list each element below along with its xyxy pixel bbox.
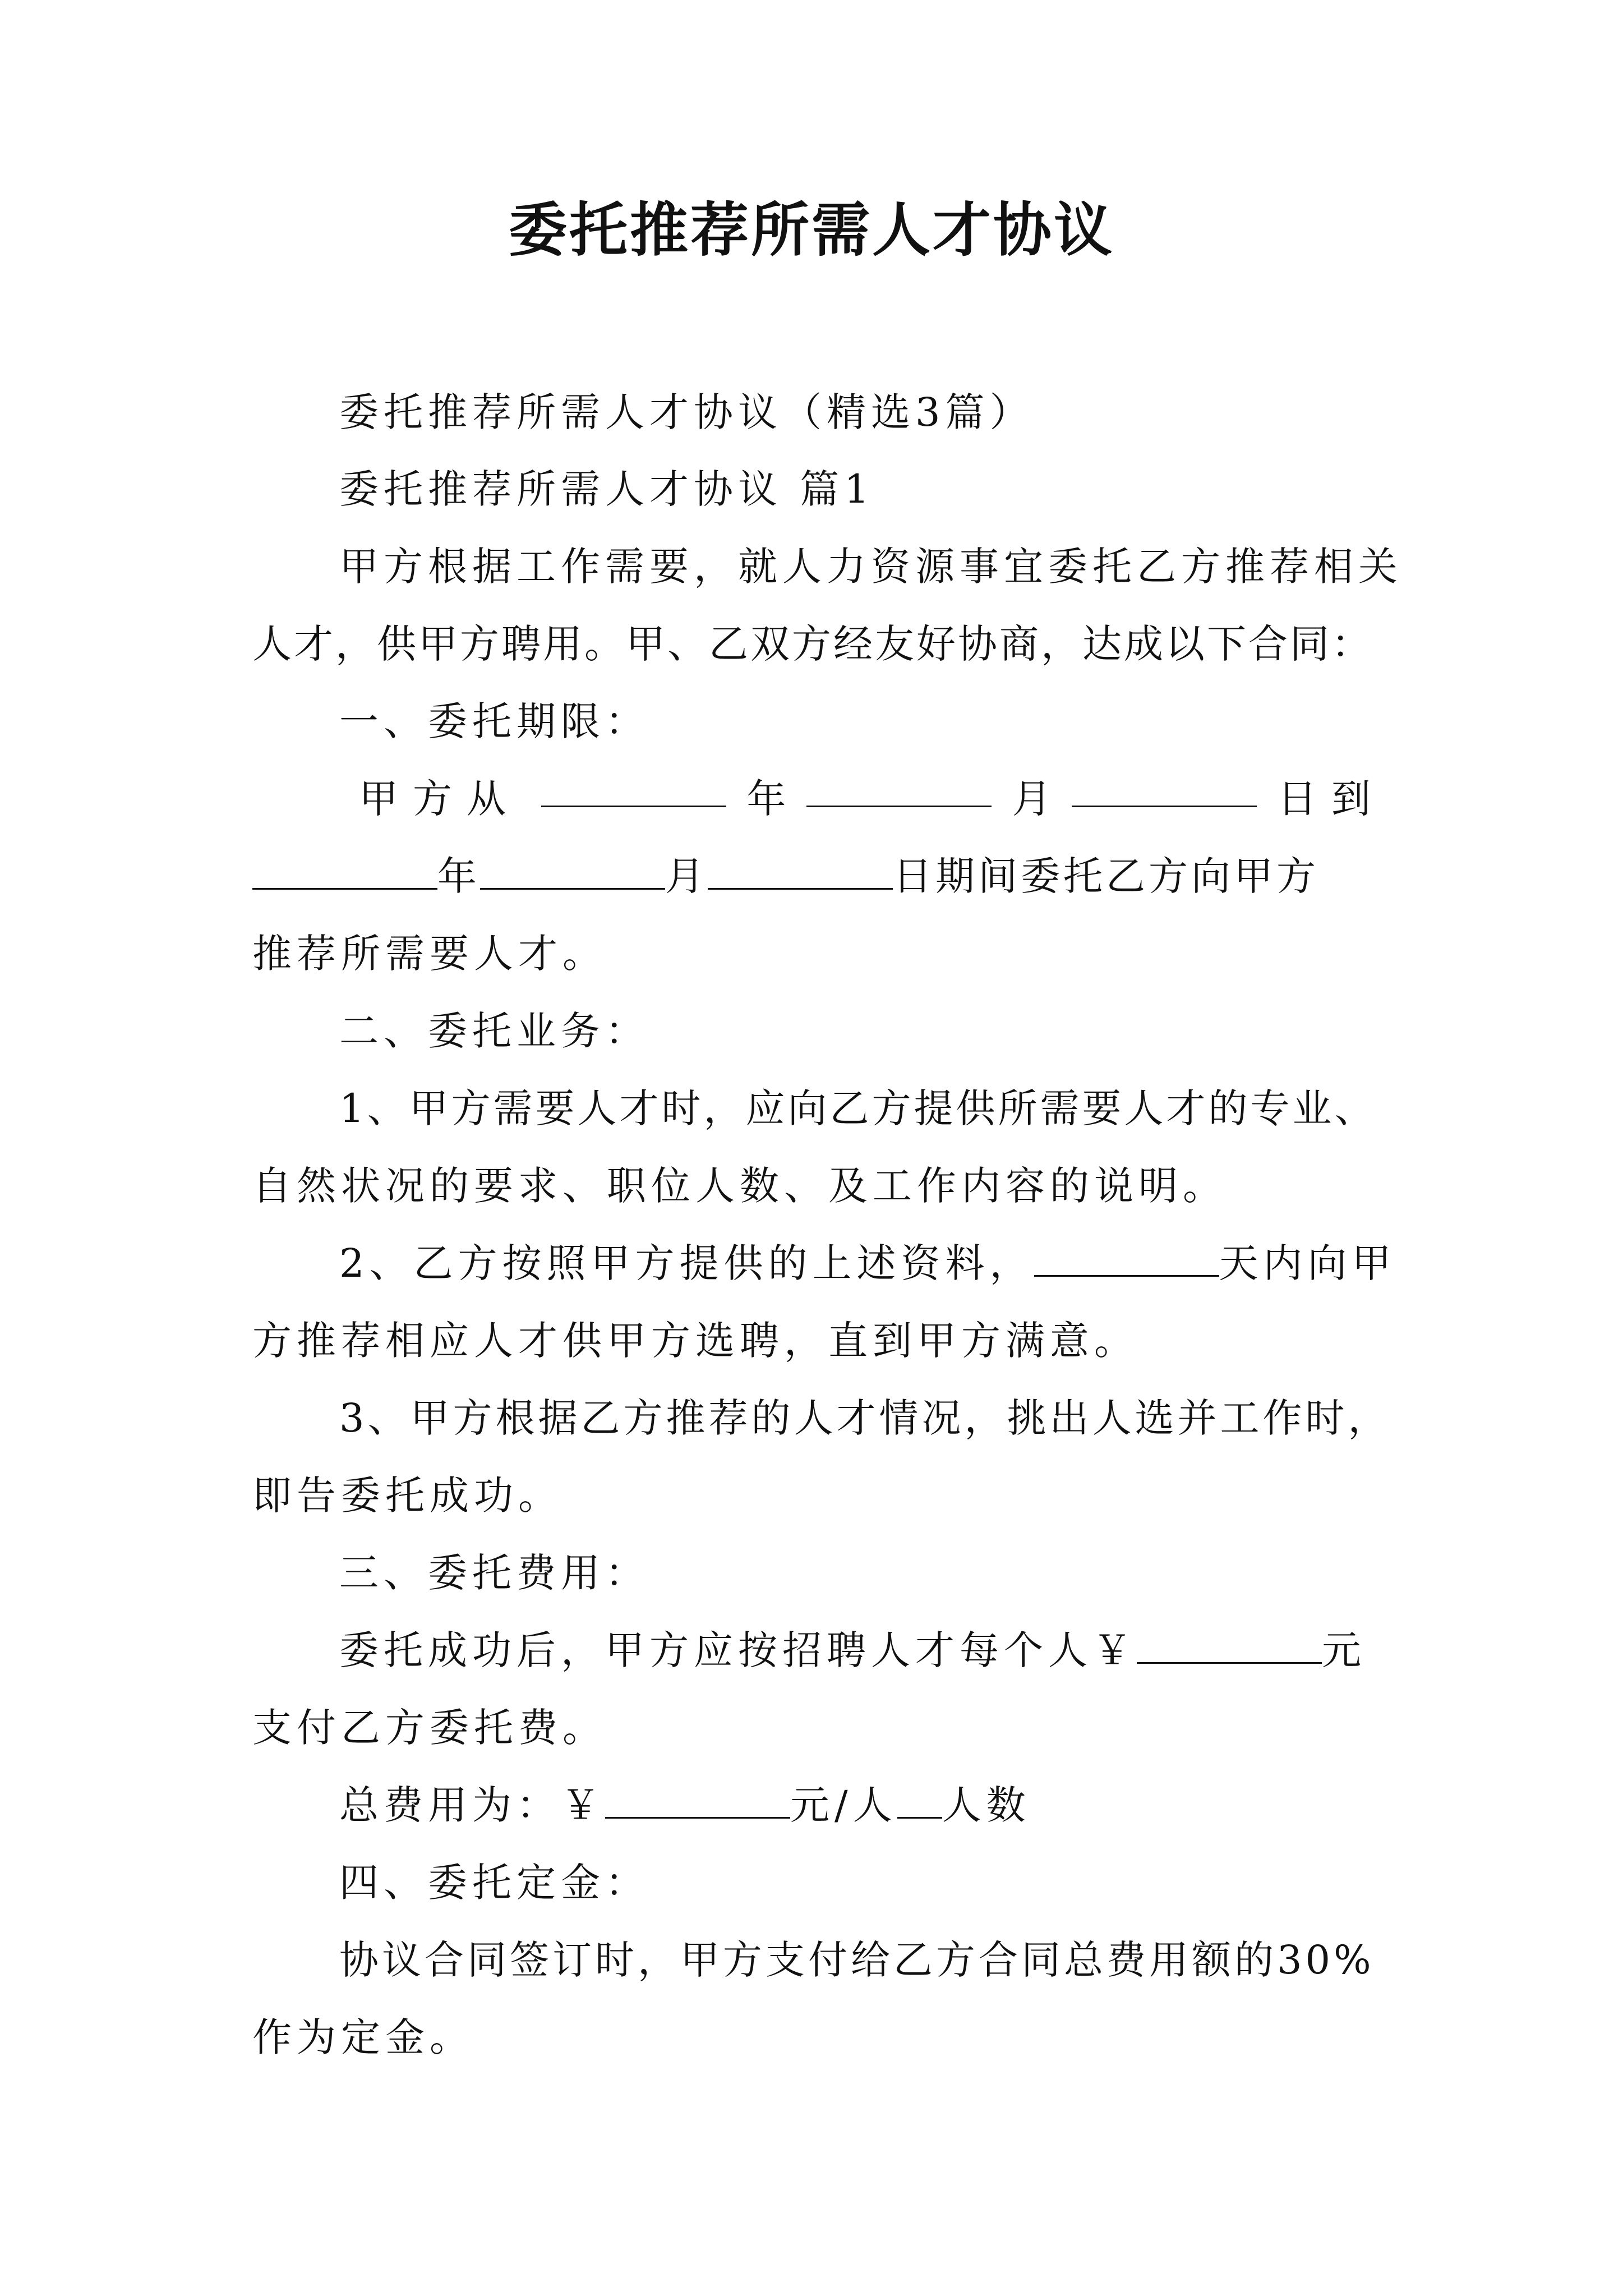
- section4-heading: 四、委托定金：: [339, 1860, 649, 1906]
- section4-line-2: 作为定金。: [252, 2014, 474, 2060]
- end-year-blank: [252, 853, 437, 890]
- fee-text: 委托成功后，甲方应按招聘人才每个人￥: [339, 1627, 1137, 1673]
- start-month-blank: [806, 771, 992, 807]
- section1-heading: 一、委托期限：: [339, 698, 649, 744]
- start-day-label: 日到: [1277, 776, 1385, 822]
- section2-heading: 二、委托业务：: [339, 1008, 649, 1054]
- section2-item2-line-2: 方推荐相应人才供甲方选聘，直到甲方满意。: [252, 1318, 1138, 1364]
- total-amount-blank: [605, 1782, 790, 1819]
- section3-fee-line-2: 支付乙方委托费。: [252, 1705, 607, 1751]
- days-blank: [1034, 1240, 1219, 1277]
- item2-text-after-blank: 天内向甲: [1219, 1240, 1396, 1286]
- intro-line-2: 人才，供甲方聘用。甲、乙双方经友好协商，达成以下合同：: [252, 621, 1373, 667]
- section3-heading: 三、委托费用：: [339, 1550, 649, 1596]
- section4-line-1: 协议合同签订时，甲方支付给乙方合同总费用额的30%: [339, 1937, 1375, 1983]
- start-month-label: 月: [1012, 776, 1052, 822]
- end-month-blank: [480, 853, 665, 890]
- document-title: 委托推荐所需人才协议: [508, 195, 1114, 264]
- section2-item3-line-1: 3、甲方根据乙方推荐的人才情况，挑出人选并工作时，: [339, 1395, 1391, 1441]
- end-month-label: 月: [665, 853, 708, 899]
- section2-item3-line-2: 即告委托成功。: [252, 1473, 562, 1519]
- period-from-label: 甲方从: [359, 776, 520, 822]
- end-year-label: 年: [437, 853, 480, 899]
- total-headcount-label: 人数: [942, 1782, 1031, 1828]
- start-year-label: 年: [746, 776, 786, 822]
- section1-period-line-2: [252, 848, 1385, 904]
- section3-total-line: [339, 1777, 1385, 1833]
- section2-item1-line-2: 自然状况的要求、职位人数、及工作内容的说明。: [252, 1163, 1227, 1209]
- fee-unit: 元: [1322, 1627, 1366, 1673]
- end-day-blank: [708, 853, 893, 890]
- item2-text-before-blank: 2、乙方按照甲方提供的上述资料，: [339, 1240, 1034, 1286]
- section3-fee-line-1: [339, 1622, 1385, 1678]
- document-subtitle: 委托推荐所需人才协议（精选3篇）: [339, 389, 1034, 435]
- section1-period-line-1: [359, 771, 1385, 827]
- part-heading: 委托推荐所需人才协议 篇1: [339, 466, 874, 512]
- intro-line-1: 甲方根据工作需要，就人力资源事宜委托乙方推荐相关: [339, 544, 1403, 590]
- fee-amount-blank: [1137, 1627, 1322, 1664]
- end-day-label: 日期间委托乙方向甲方: [893, 853, 1319, 899]
- section2-item2-line-1: [339, 1235, 1396, 1291]
- section2-item1-line-1: 1、甲方需要人才时，应向乙方提供所需要人才的专业、: [339, 1085, 1377, 1131]
- total-per-person: 元/人: [790, 1782, 897, 1828]
- section1-period-line-3: 推荐所需要人才。: [252, 931, 607, 977]
- total-text: 总费用为：￥: [339, 1782, 605, 1828]
- start-day-blank: [1072, 771, 1257, 807]
- headcount-blank: [897, 1782, 942, 1819]
- start-year-blank: [541, 771, 726, 807]
